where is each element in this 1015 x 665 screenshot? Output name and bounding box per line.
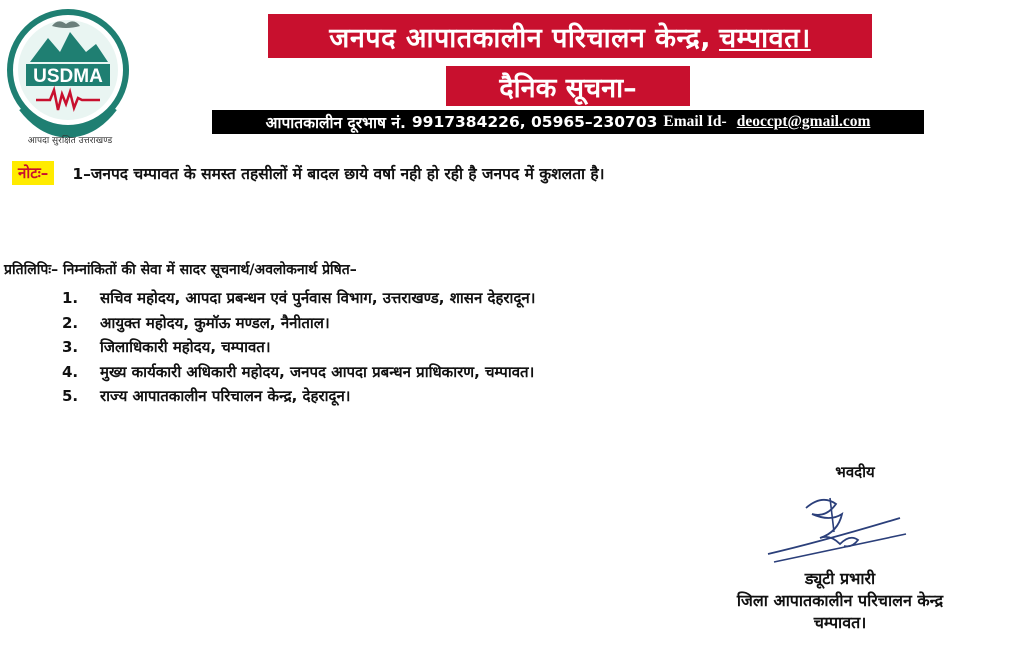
page-title	[268, 14, 872, 58]
usdma-logo-icon	[6, 8, 130, 148]
contact-label: आपातकालीन दूरभाष नं.	[265, 114, 406, 132]
copy-to-list	[62, 286, 535, 409]
contact-bar	[212, 110, 924, 134]
phone-numbers: 9917384226, 05965–230703	[411, 113, 658, 131]
copy-to-heading: प्रतिलिपिः– निम्नांकितों की सेवा में सादर सूचनार्थ/अवलोकनार्थ प्रेषित–	[4, 262, 357, 278]
svg-text:USDMA: USDMA	[33, 66, 103, 87]
closing-text: भवदीय	[835, 463, 875, 481]
note-text: 1–जनपद चम्पावत के समस्त तहसीलों में बादल छाये वर्षा नही हो रही है जनपद में कुशलता है।	[72, 165, 605, 183]
handwritten-signature-icon	[760, 488, 910, 568]
list-item: 5. राज्य आपातकालीन परिचालन केन्द्र, देहरादून।	[62, 387, 351, 406]
note-label: नोटः–	[12, 161, 54, 185]
office-name: जिला आपातकालीन परिचालन केन्द्र	[736, 591, 944, 610]
title-main: जनपद आपातकालीन परिचालन केन्द्र,	[329, 22, 711, 54]
email-link[interactable]: deoccpt@gmail.com	[736, 113, 871, 130]
email-label: Email Id-	[663, 113, 727, 130]
title-place: चम्पावत।	[718, 22, 811, 54]
list-item: 1. सचिव महोदय, आपदा प्रबन्धन एवं पुर्नवास विभाग, उत्तराखण्ड, शासन देहरादून।	[62, 289, 536, 308]
logo-tagline: आपदा सुरक्षित उत्तराखण्ड	[27, 136, 113, 146]
designation: ड्यूटी प्रभारी	[804, 569, 876, 588]
note-row	[12, 160, 605, 186]
list-item: 3. जिलाधिकारी महोदय, चम्पावत।	[62, 338, 271, 357]
office-place: चम्पावत।	[813, 613, 867, 632]
signature-block	[690, 462, 990, 634]
page-subtitle: दैनिक सूचना–	[446, 66, 690, 106]
list-item: 2. आयुक्त महोदय, कुमॉऊ मण्डल, नैनीताल।	[62, 313, 330, 332]
list-item: 4. मुख्य कार्यकारी अधिकारी महोदय, जनपद आपदा प्रबन्धन प्राधिकारण, चम्पावत।	[62, 362, 535, 381]
